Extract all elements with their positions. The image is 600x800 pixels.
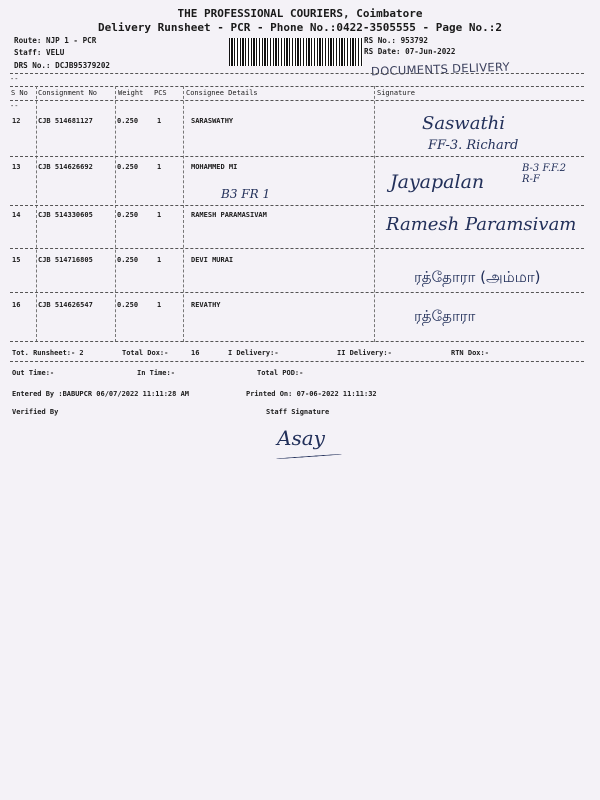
total-pod: Total POD:- <box>257 369 304 377</box>
row-sno: 15 <box>12 256 21 264</box>
verified-by: Verified By <box>12 408 59 416</box>
col-consignee: Consignee Details <box>186 89 258 97</box>
row-pcs: 1 <box>157 117 162 125</box>
row-consignee: MOHAMMED MI <box>191 163 238 171</box>
signature-underline <box>276 454 342 460</box>
row-sno: 12 <box>12 117 21 125</box>
barcode-image <box>229 38 363 66</box>
divider <box>10 205 584 206</box>
divider-mark: -- <box>10 102 19 110</box>
rs-number: RS No.: 953792 <box>364 36 429 45</box>
row-weight: 0.250 <box>117 163 139 171</box>
row-pcs: 1 <box>157 211 162 219</box>
row-consignment: CJB 514716805 <box>38 256 93 264</box>
column-line <box>36 86 37 342</box>
company-title: THE PROFESSIONAL COURIERS, Coimbatore <box>177 7 423 20</box>
col-weight: Weight <box>118 89 144 97</box>
total-runsheet: Tot. Runsheet:- 2 <box>12 349 84 357</box>
signature-handwritten: Ramesh Paramsivam <box>386 214 577 235</box>
signature-note: B-3 F.F.2 R-F <box>522 163 566 185</box>
divider <box>10 361 584 362</box>
row-consignee: REVATHY <box>191 301 221 309</box>
divider <box>10 100 584 101</box>
staff-signature-scribble: Asay <box>277 426 325 450</box>
rtn-dox: RTN Dox:- <box>451 349 489 357</box>
divider <box>10 156 584 157</box>
col-sno: S No <box>11 89 28 97</box>
divider <box>10 86 584 87</box>
row-consignee: RAMESH PARAMASIVAM <box>191 211 267 219</box>
row-pcs: 1 <box>157 163 162 171</box>
row-weight: 0.250 <box>117 211 139 219</box>
signature-handwritten: Jayapalan <box>390 171 485 193</box>
in-time: In Time:- <box>137 369 175 377</box>
staff-signature-label: Staff Signature <box>266 408 330 416</box>
row-consignee: DEVI MURAI <box>191 256 234 264</box>
ii-delivery: II Delivery:- <box>337 349 392 357</box>
row-sno: 13 <box>12 163 21 171</box>
column-line <box>374 86 375 342</box>
drs-number: DRS No.: DCJB95379202 <box>14 61 111 70</box>
divider <box>10 292 584 293</box>
total-dox-value: 16 <box>191 349 200 357</box>
divider <box>10 73 584 74</box>
signature-note: FF-3. Richard <box>428 138 519 153</box>
divider-mark: -- <box>10 75 19 83</box>
row-consignment: CJB 514330605 <box>38 211 93 219</box>
signature-handwritten: ரத்தோரா (அம்மா) <box>414 268 541 286</box>
out-time: Out Time:- <box>12 369 55 377</box>
col-consignment: Consignment No <box>38 89 98 97</box>
row-consignee: SARASWATHY <box>191 117 234 125</box>
divider <box>10 341 584 342</box>
row-consignment: CJB 514626692 <box>38 163 93 171</box>
route-label: Route: NJP 1 - PCR <box>14 36 97 45</box>
column-line <box>183 86 184 342</box>
printed-on: Printed On: 07-06-2022 11:11:32 <box>246 390 377 398</box>
column-line <box>115 86 116 342</box>
documents-delivery-stamp: DOCUMENTS DELIVERY <box>370 59 511 79</box>
row-consignment: CJB 514626547 <box>38 301 93 309</box>
row-pcs: 1 <box>157 301 162 309</box>
col-pcs: PCS <box>154 89 167 97</box>
row-pcs: 1 <box>157 256 162 264</box>
consignee-handwritten-note: B3 FR 1 <box>221 187 271 201</box>
staff-label: Staff: VELU <box>14 48 65 57</box>
i-delivery: I Delivery:- <box>228 349 279 357</box>
signature-handwritten: Saswathi <box>422 113 506 134</box>
runsheet-subtitle: Delivery Runsheet - PCR - Phone No.:0422-3505555 - Page No.:2 <box>98 21 502 34</box>
row-weight: 0.250 <box>117 256 139 264</box>
row-consignment: CJB 514681127 <box>38 117 93 125</box>
divider <box>10 248 584 249</box>
entered-by: Entered By :BABUPCR 06/07/2022 11:11:28 AM <box>12 390 190 398</box>
signature-handwritten: ரத்தோரா <box>414 307 476 325</box>
row-sno: 14 <box>12 211 21 219</box>
row-sno: 16 <box>12 301 21 309</box>
row-weight: 0.250 <box>117 301 139 309</box>
row-weight: 0.250 <box>117 117 139 125</box>
col-signature: Signature <box>377 89 415 97</box>
total-dox-label: Total Dox:- <box>122 349 169 357</box>
rs-date: RS Date: 07-Jun-2022 <box>364 47 456 56</box>
